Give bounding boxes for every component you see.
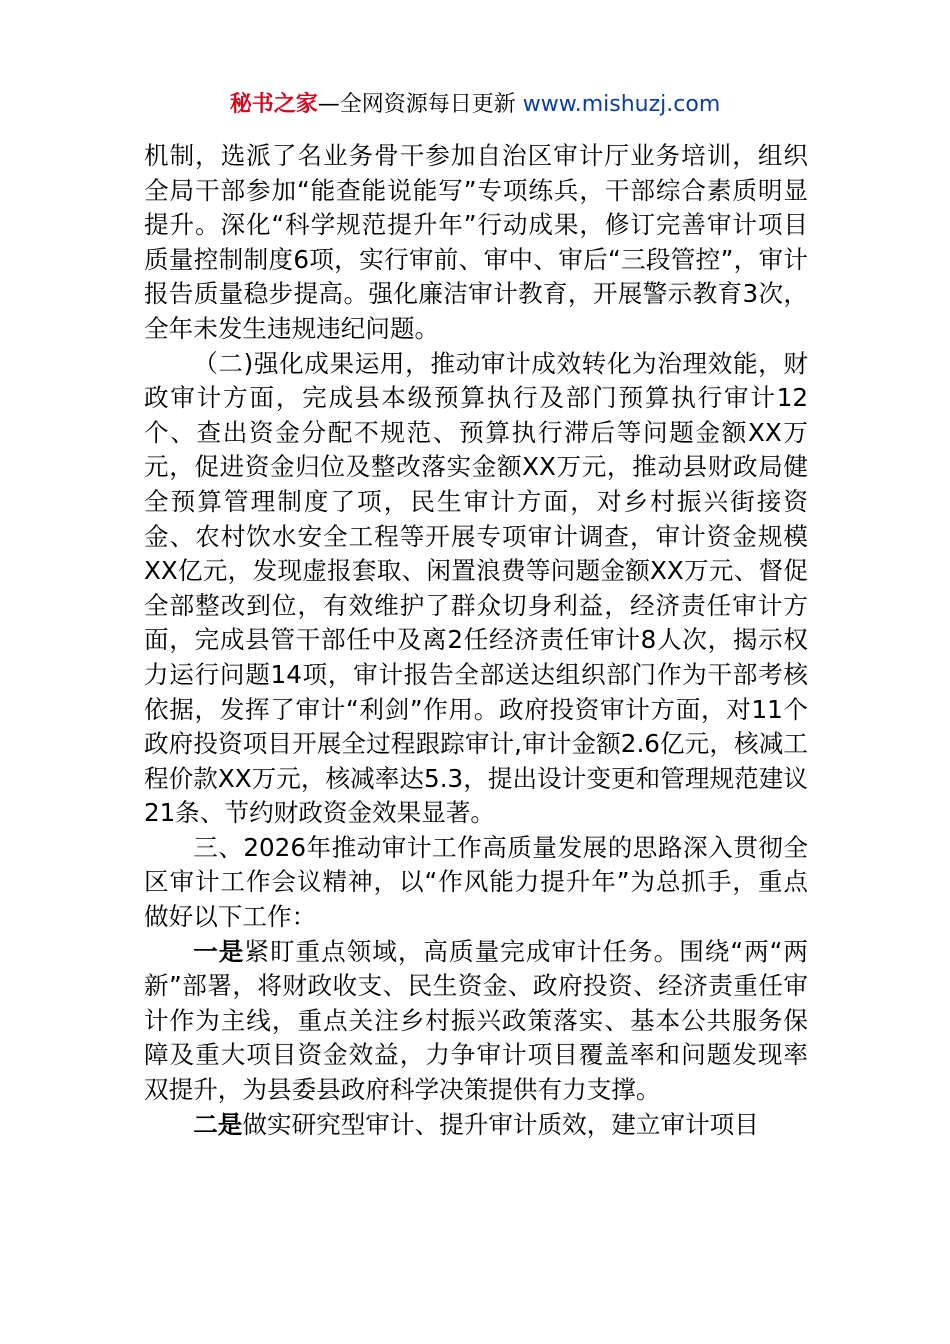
page-header (0, 88, 950, 122)
paragraph-point-one (144, 935, 808, 1108)
paragraph-text: 机制，选派了名业务骨干参加自治区审计厅业务培训，组织全局干部参加“能查能说能写”专项练兵，干部综合素质明显提升。深化“科学规范提升年”行动成果，修订完善审计项目质量控制制度6项，实行审前、审中、审后“三段管控”，审计报告质量稳步提高。强化廉洁审计教育，开展警示教育3次，全年未发生违规违纪问题。 (144, 141, 808, 343)
paragraph-lead: 一是 (193, 936, 245, 966)
header-url[interactable]: www.mishuzj.com (522, 92, 721, 117)
paragraph-lead: 二是 (193, 1109, 243, 1139)
paragraph-text: 做实研究型审计、提升审计质效，建立审计项目 (242, 1109, 759, 1139)
paragraph-point-two (144, 1108, 808, 1143)
paragraph-text: 三、2026年推动审计工作高质量发展的思路深入贯彻全区审计工作会议精神，以“作风能力提升年”为总抓手，重点做好以下工作： (144, 832, 808, 932)
header-brand: 秘书之家 (229, 92, 318, 117)
paragraph-text: 紧盯重点领域，高质量完成审计任务。围绕“两“两新”部署，将财政收支、民生资金、政府投资、经济责重任审计作为主线，重点关注乡村振兴政策落实、基本公共服务保障及重大项目资金效益，力争审计项目覆盖率和问题发现率双提升，为县委县政府科学决策提供有力支撑。 (144, 936, 808, 1105)
paragraph-text: （二)强化成果运用，推动审计成效转化为治理效能，财政审计方面，完成县本级预算执行及部门预算执行审计12个、查出资金分配不规范、预算执行滞后等问题金额XX万元，促进资金归位及整改落实金额XX万元，推动县财政局健全预算管理制度了项，民生审计方面，对乡村振兴街接资金、农村饮水安全工程等开展专项审计调查，审计资金规模XX亿元，发现虚报套取、闲置浪费等问题金额XX万元、督促全部整改到位，有效维护了群众切身利益，经济责任审计方面，完成县管干部任中及离2任经济责任审计8人次，揭示权力运行问题14项，审计报告全部送达组织部门作为干部考核依据，发挥了审计“利剑”作用。政府投资审计方面，对11个政府投资项目开展全过程跟踪审计,审计金额2.6亿元，核减工程价款XX万元，核减率达5.3，提出设计变更和管理规范建议21条、节约财政资金效果显著。 (144, 348, 808, 828)
document-body (144, 139, 808, 1142)
paragraph-achievements (144, 347, 808, 831)
paragraph-section-three (144, 831, 808, 935)
header-tagline: —全网资源每日更新 (317, 92, 523, 117)
paragraph-continuation (144, 139, 808, 347)
